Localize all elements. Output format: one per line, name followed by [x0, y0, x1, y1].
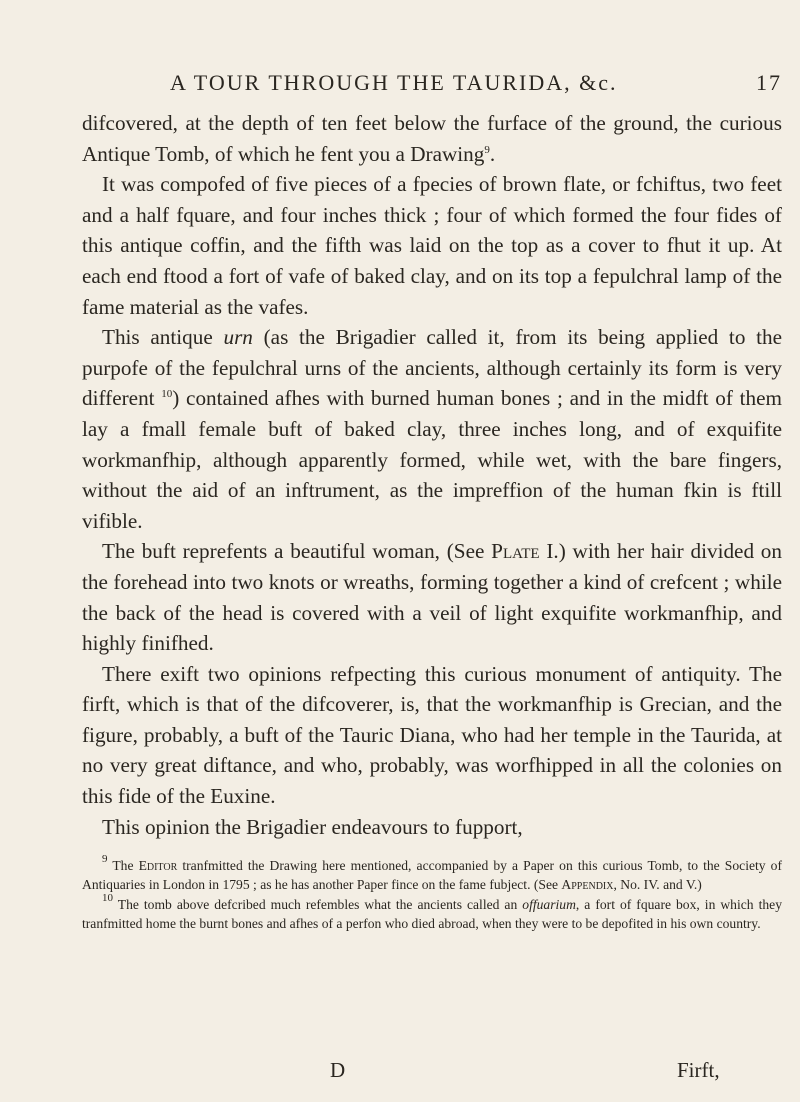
footnote-10: [82, 891, 782, 934]
footnote-10-mark: 10: [102, 891, 113, 904]
paragraph-6: This opinion the Brigadier endeavours to fupport,: [102, 814, 523, 839]
paragraph-3-pre: This antique: [102, 325, 213, 350]
paragraph-1-end: .: [489, 141, 496, 166]
paragraph-3: [82, 322, 782, 536]
footnote-9: [82, 853, 782, 895]
paragraph-3-italic: urn: [223, 325, 253, 350]
footnote-9-editor: Editor: [138, 858, 178, 873]
paragraph-2: It was compofed of five pieces of a fpecies of brown flate, or fchiftus, two feet and a half fquare, and four inches thick ; four of which formed the four fides of this antique coffin, and the fifth was laid on the top as a cover to fhut it up. At each end ftood a fort of vafe of baked clay, and on its top a fepulchral lamp of the fame material as the vafes.: [82, 172, 782, 319]
catchword: Firft,: [677, 1058, 720, 1082]
footnote-9-post: , No. IV. and V.): [613, 877, 702, 893]
paragraph-1-text: difcovered, at the depth of ten feet below the furface of the ground, the curious Antique Tomb, of which he fent you a Drawing: [82, 111, 782, 166]
paragraph-4-post: ) with her hair divided on the forehead into two knots or wreaths, forming together a kind of crefcent ; while the back of the head is covered with a veil of light exquifite workmanfhip, and highly finifhed.: [82, 539, 782, 656]
paragraph-1: [82, 108, 782, 169]
main-text: [82, 108, 782, 842]
footnote-ref-9: 9: [484, 143, 490, 156]
footnote-9-pre: The: [112, 858, 134, 873]
paragraph-5: There exift two opinions refpecting this curious monument of antiquity. The firft, which is that of the difcoverer, is, that the workmanfhip is Grecian, and the figure, probably, a buft of the Tauric Diana, who had her temple in the Taurida, at no very great diftance, and who, probably, was worfhipped in all the colonies on this fide of the Euxine.: [82, 661, 782, 809]
footnote-10-italic: offuarium: [522, 896, 576, 912]
signature-mark: D: [330, 1058, 346, 1082]
footnote-9-mid: tranfmitted the Drawing here mentioned, accompanied by a Paper on this curious Tomb, to the Society of Antiquaries in London in 1795 ; as he has another Paper fince on the fame fubject. (See: [82, 858, 782, 893]
paragraph-3-post: ) contained afhes with burned human bones ; and in the midft of them lay a fmall female buft of baked clay, three inches long, and of exquifite workmanfhip, although apparently formed, while wet, with the bare fingers, without the aid of an inftrument, as the impreffion of the human fkin is ftill vifible.: [82, 386, 783, 533]
footnote-10-post: , a fort of fquare box, in which they tranfmitted home the burnt bones and afhes of a perfon who died abroad, when they were to be depofited in his own country.: [82, 896, 782, 932]
page-number: 17: [756, 70, 782, 95]
paragraph-4-pre: The buft reprefents a beautiful woman, (See: [102, 539, 485, 564]
footnote-9-appendix: Appendix: [561, 877, 614, 893]
footnote-9-mark: 9: [102, 853, 108, 865]
paragraph-4: [82, 536, 782, 658]
plate-reference: Plate I.: [491, 539, 559, 564]
footnote-ref-10: 10: [161, 388, 173, 401]
footnotes: [82, 853, 782, 934]
running-title: A TOUR THROUGH THE TAURIDA, &c.: [170, 70, 618, 95]
footnote-10-pre: The tomb above defcribed much refembles what the ancients called an: [117, 896, 518, 912]
running-header: [170, 70, 782, 96]
paragraph-3-mid: (as the Brigadier called it, from its being applied to the purpofe of the fepulchral urns of the ancients, although certainly its form is very different: [82, 325, 783, 411]
